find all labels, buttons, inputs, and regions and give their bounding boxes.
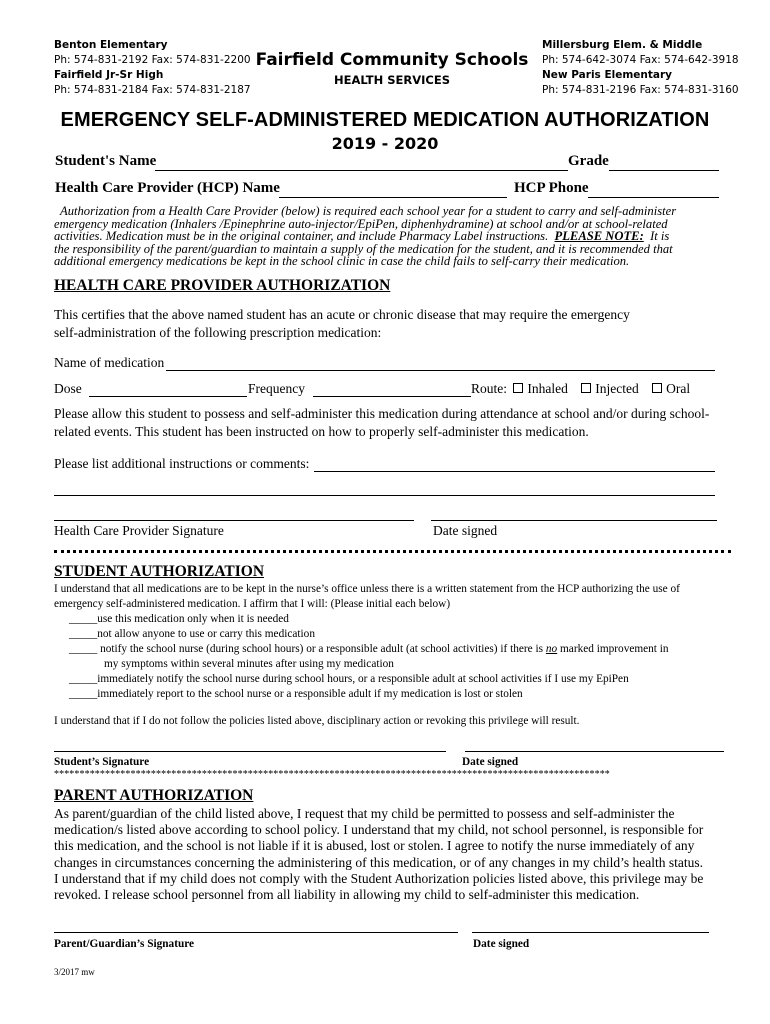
form-title: EMERGENCY SELF-ADMINISTERED MEDICATION AUTHORIZATION bbox=[60, 109, 710, 131]
dept-name: HEALTH SERVICES bbox=[333, 73, 451, 87]
parent-date-label: Date signed bbox=[473, 938, 530, 950]
school-contact: Ph: 574-642-3074 Fax: 574-642-3918 bbox=[542, 54, 739, 66]
student-intro bbox=[54, 582, 680, 612]
hcp-name-field[interactable] bbox=[279, 197, 507, 198]
student-intro-line: emergency self-administered medication. I affirm that I will: (Please initial each below) bbox=[54, 598, 451, 610]
hcp-name-label: Health Care Provider (HCP) Name bbox=[55, 180, 280, 196]
oral-checkbox[interactable] bbox=[652, 383, 662, 393]
student-section-heading: STUDENT AUTHORIZATION bbox=[54, 563, 265, 580]
parent-line: this medication, and the school is not liable if it is abused, lost or stolen. I agree to notify the nurse immediately of any bbox=[54, 838, 695, 854]
section-separator bbox=[54, 550, 731, 553]
route-label: Route: bbox=[471, 381, 507, 396]
intro-text: It is bbox=[650, 229, 670, 244]
allow-line: Please allow this student to possess and self-administer this medication during attendance at school and/or during school- bbox=[54, 406, 710, 421]
route-option: Injected bbox=[595, 381, 639, 396]
route-option: Inhaled bbox=[527, 381, 568, 396]
school-name: Benton Elementary bbox=[54, 39, 168, 51]
list-item bbox=[69, 642, 669, 657]
hcp-date-field[interactable] bbox=[431, 520, 717, 521]
certify-line: This certifies that the above named student has an acute or chronic disease that may require the emergency bbox=[54, 307, 630, 322]
intro-paragraph bbox=[54, 205, 676, 268]
parent-line: revoked. I release school personnel from all liability in allowing my child to self-administer this medication. bbox=[54, 887, 640, 903]
parent-signature-label: Parent/Guardian’s Signature bbox=[54, 938, 195, 950]
parent-date-field[interactable] bbox=[472, 932, 709, 933]
student-name-label: Student's Name bbox=[55, 153, 157, 169]
grade-label: Grade bbox=[568, 153, 609, 169]
student-signature-label: Student’s Signature bbox=[54, 756, 150, 768]
list-item: _____immediately report to the school nurse or a responsible adult if my medication is lost or stolen bbox=[69, 688, 523, 700]
parent-line: medication/s listed above according to school policy. I understand that my child, not school personnel, is responsible for bbox=[54, 822, 704, 838]
asterisk-separator: ************************************************************************************************************* bbox=[54, 769, 610, 780]
hcp-phone-field[interactable] bbox=[588, 197, 719, 198]
hcp-signature-field[interactable] bbox=[54, 520, 414, 521]
emphasis-no: no bbox=[545, 643, 558, 655]
parent-paragraph bbox=[54, 806, 703, 903]
intro-text: activities. Medication must be in the original container, and include Pharmacy Label instructions. bbox=[54, 229, 549, 244]
route-group bbox=[471, 381, 690, 397]
instructions-label: Please list additional instructions or comments: bbox=[54, 456, 310, 471]
school-name: Fairfield Jr-Sr High bbox=[54, 69, 164, 81]
hcp-date-label: Date signed bbox=[433, 523, 498, 538]
school-name: Millersburg Elem. & Middle bbox=[542, 39, 703, 51]
med-name-label: Name of medication bbox=[54, 355, 165, 370]
student-intro-line: I understand that all medications are to be kept in the nurse’s office unless there is a written statement from the HCP authorizing the use of bbox=[54, 583, 680, 595]
parent-line: changes in circumstances concerning the administering of this medication, or of any changes in my child’s health status. bbox=[54, 854, 703, 870]
please-note: PLEASE NOTE: bbox=[554, 229, 644, 244]
school-contact: Ph: 574-831-2184 Fax: 574-831-2187 bbox=[54, 84, 251, 96]
intro-line bbox=[54, 230, 676, 243]
intro-line: additional emergency medications be kept in the school clinic in case the child fails to self-carry their medication. bbox=[54, 254, 630, 269]
instructions-field[interactable] bbox=[314, 471, 715, 472]
hcp-section-heading: HEALTH CARE PROVIDER AUTHORIZATION bbox=[54, 277, 391, 294]
parent-line: I understand that if my child does not comply with the Student Authorization policies listed above, this privilege may be bbox=[54, 870, 704, 886]
list-item: _____use this medication only when it is needed bbox=[69, 613, 289, 625]
school-contact: Ph: 574-831-2192 Fax: 574-831-2200 bbox=[54, 54, 251, 66]
header-right bbox=[542, 38, 739, 98]
dose-label: Dose bbox=[54, 381, 82, 396]
injected-checkbox[interactable] bbox=[581, 383, 591, 393]
policy-line: I understand that if I do not follow the policies listed above, disciplinary action or revoking this privilege will result. bbox=[54, 715, 580, 727]
list-item: _____immediately notify the school nurse during school hours, or a responsible adult at school activities if I use my EpiPen bbox=[69, 673, 629, 685]
parent-line: As parent/guardian of the child listed above, I request that my child be permitted to possess and self-administer the bbox=[54, 806, 675, 821]
list-item: _____not allow anyone to use or carry this medication bbox=[69, 628, 315, 640]
list-item-text: _____ notify the school nurse (during school hours) or a responsible adult (at school activities) if there is bbox=[69, 643, 544, 655]
certify-paragraph bbox=[54, 306, 630, 342]
student-date-field[interactable] bbox=[465, 751, 724, 752]
allow-paragraph bbox=[54, 405, 709, 441]
student-checklist bbox=[69, 612, 669, 702]
intro-line: emergency medication (Inhalers /Epinephrine auto-injector/EpiPen, diphenhydramine) at school and/or at school-related bbox=[54, 216, 668, 231]
certify-line: self-administration of the following prescription medication: bbox=[54, 325, 382, 340]
route-option: Oral bbox=[666, 381, 691, 396]
intro-line: the responsibility of the parent/guardian to maintain a supply of the medication for the student, and it is recommended that bbox=[54, 241, 673, 256]
student-signature-field[interactable] bbox=[54, 751, 446, 752]
student-date-label: Date signed bbox=[462, 756, 519, 768]
parent-section-heading: PARENT AUTHORIZATION bbox=[54, 787, 254, 804]
dose-field[interactable] bbox=[89, 396, 247, 397]
hcp-signature-label: Health Care Provider Signature bbox=[54, 523, 224, 538]
list-item-text: marked improvement in bbox=[560, 643, 669, 655]
grade-field[interactable] bbox=[609, 170, 719, 171]
student-name-field[interactable] bbox=[155, 170, 568, 171]
inhaled-checkbox[interactable] bbox=[513, 383, 523, 393]
instructions-field-line2[interactable] bbox=[54, 495, 715, 496]
parent-signature-field[interactable] bbox=[54, 932, 458, 933]
list-item-continued: my symptoms within several minutes after using my medication bbox=[104, 658, 394, 670]
frequency-field[interactable] bbox=[313, 396, 471, 397]
intro-line: Authorization from a Health Care Provider (below) is required each school year for a student to carry and self-administer bbox=[60, 204, 677, 218]
form-version: 3/2017 mw bbox=[54, 967, 95, 977]
frequency-label: Frequency bbox=[248, 381, 305, 396]
hcp-phone-label: HCP Phone bbox=[514, 180, 589, 196]
org-name: Fairfield Community Schools bbox=[255, 50, 529, 70]
school-name: New Paris Elementary bbox=[542, 69, 673, 81]
school-year: 2019 - 2020 bbox=[331, 134, 439, 153]
school-contact: Ph: 574-831-2196 Fax: 574-831-3160 bbox=[542, 84, 739, 96]
allow-line: related events. This student has been instructed on how to properly self-administer this medication. bbox=[54, 424, 589, 439]
med-name-field[interactable] bbox=[166, 370, 715, 371]
